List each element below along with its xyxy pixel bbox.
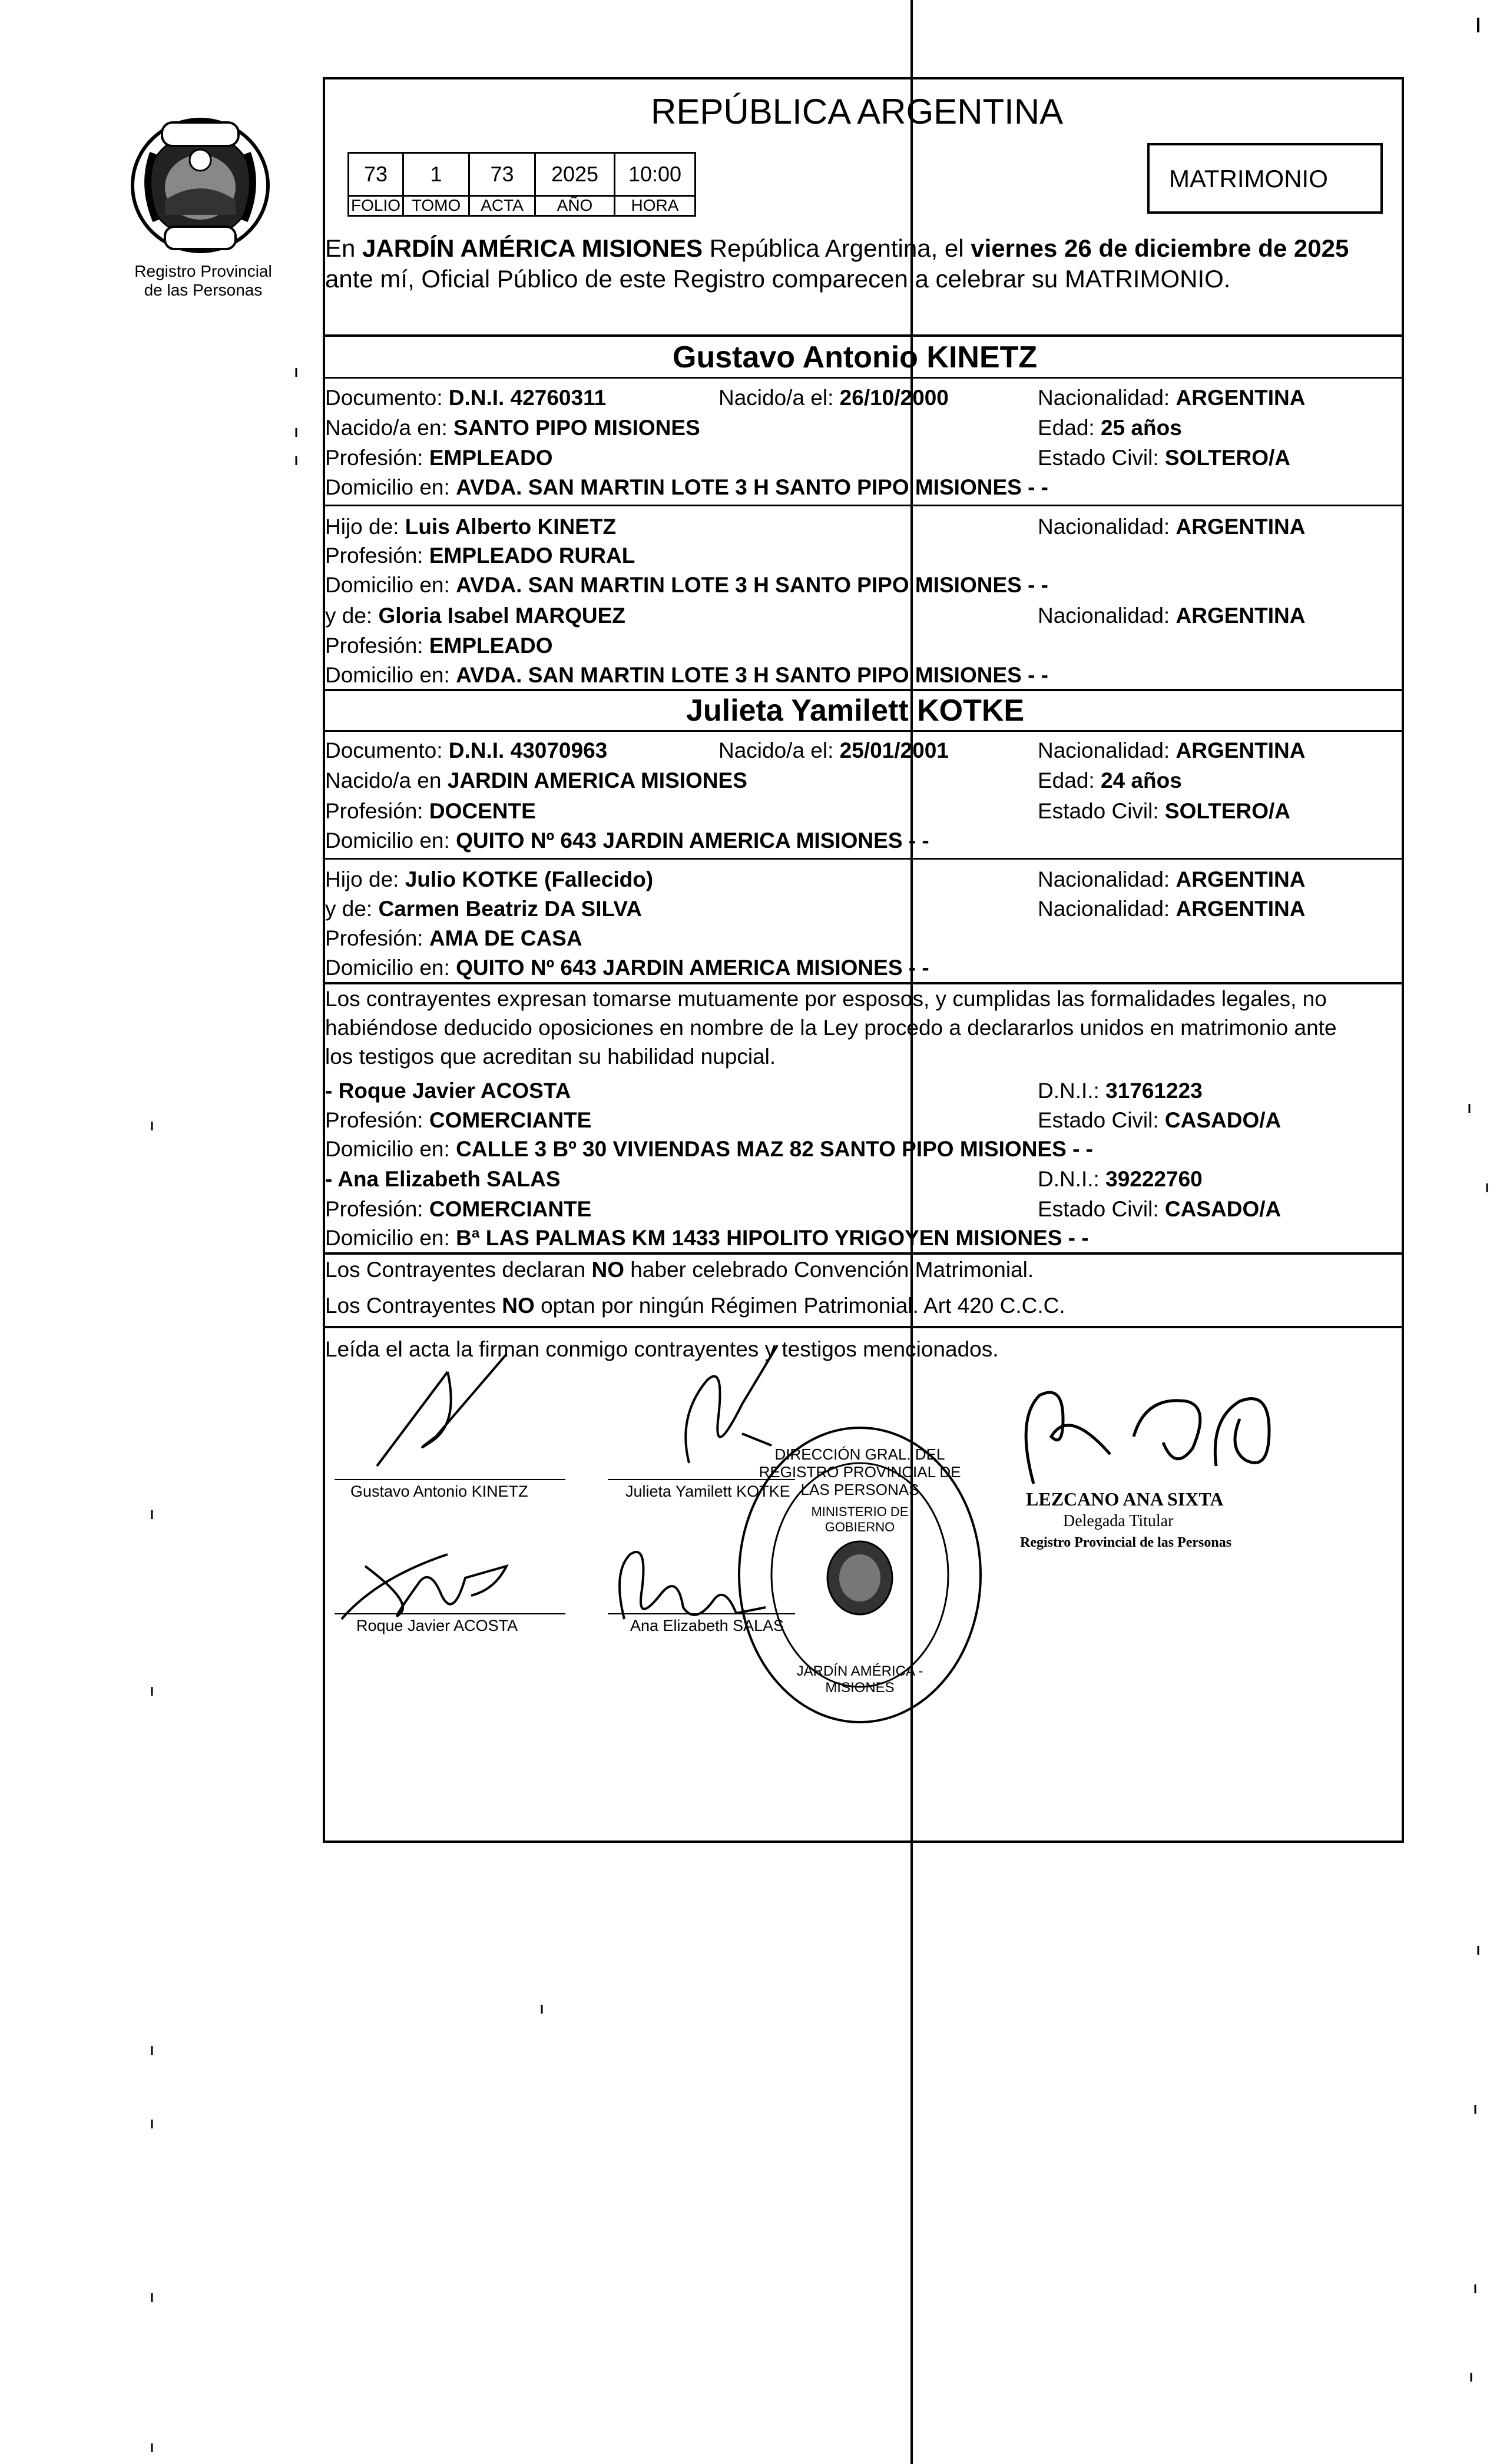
- w2-dni-label: D.N.I.:: [1038, 1167, 1100, 1191]
- w1-prof-label: Profesión:: [325, 1108, 423, 1132]
- intro-place: JARDÍN AMÉRICA MISIONES: [362, 234, 703, 262]
- official-title: Delegada Titular: [1063, 1512, 1174, 1530]
- folio-label: FOLIO: [347, 195, 404, 217]
- c1-father-prof-row: [325, 543, 635, 569]
- c2-father-nat: ARGENTINA: [1176, 867, 1306, 891]
- conv-l1-post: haber celebrado Convención Matrimonial.: [624, 1258, 1034, 1282]
- c2-birth-row: [718, 738, 949, 764]
- seal-bottom-text: JARDÍN AMÉRICA - MISIONES: [796, 1663, 923, 1696]
- w1-dni: 31761223: [1105, 1079, 1203, 1103]
- contrayente2-name: Julieta Yamilett KOTKE: [686, 694, 1025, 728]
- c2-civil-label: Estado Civil:: [1038, 799, 1159, 823]
- c1-father-prof: EMPLEADO RURAL: [429, 543, 635, 568]
- intro-line-1: [325, 234, 1349, 263]
- c1-addr-label: Domicilio en:: [325, 475, 450, 499]
- folio-value: 73: [347, 152, 404, 197]
- w2-addr-label: Domicilio en:: [325, 1226, 450, 1250]
- w1-addr-row: [325, 1136, 1093, 1162]
- c2-father-nat-label: Nacionalidad:: [1038, 867, 1170, 891]
- c1-place-row: [325, 415, 700, 441]
- c1-mother: Gloria Isabel MARQUEZ: [378, 603, 625, 628]
- c1-birth: 26/10/2000: [839, 386, 949, 410]
- c2-mother-nat-label: Nacionalidad:: [1038, 897, 1170, 921]
- province-seal-icon: [121, 112, 280, 259]
- c1-nat-row: [1038, 385, 1305, 411]
- c1-civil-row: [1038, 445, 1290, 471]
- c2-mother-addr-row: [325, 955, 929, 981]
- c2-addr: QUITO Nº 643 JARDIN AMERICA MISIONES - -: [456, 828, 929, 853]
- w2-addr-row: [325, 1225, 1089, 1251]
- intro-mid: República Argentina, el: [702, 234, 971, 262]
- w1-civil-row: [1038, 1107, 1281, 1133]
- c2-age: 24 años: [1100, 768, 1182, 792]
- c1-mother-nat-row: [1038, 603, 1305, 629]
- c2-addr-row: [325, 828, 929, 854]
- sig-name-c2: Julieta Yamilett KOTKE: [625, 1483, 790, 1500]
- c1-civil: SOLTERO/A: [1164, 446, 1291, 470]
- divider-9: [323, 1326, 1404, 1328]
- closing-text: Leída el acta la firman conmigo contrayentes y testigos mencionados.: [325, 1337, 999, 1361]
- c2-father-row: [325, 867, 653, 893]
- c1-age-row: [1038, 415, 1182, 441]
- w2-civil: CASADO/A: [1164, 1197, 1282, 1221]
- acta-value: 73: [468, 152, 536, 197]
- anio-label: AÑO: [534, 195, 615, 217]
- signature-w1: [330, 1531, 542, 1625]
- conv-l1-no: NO: [591, 1258, 624, 1282]
- w1-dni-row: [1038, 1078, 1203, 1104]
- divider-3: [323, 505, 1404, 506]
- hora-value: 10:00: [614, 152, 696, 197]
- c1-mother-addr: AVDA. SAN MARTIN LOTE 3 H SANTO PIPO MISIONES - -: [456, 663, 1048, 687]
- c2-father-label: Hijo de:: [325, 867, 399, 891]
- c1-addr-row: [325, 475, 1048, 500]
- c1-father-nat-label: Nacionalidad:: [1038, 515, 1170, 539]
- c1-doc-row: [325, 385, 606, 411]
- c1-father-nat: ARGENTINA: [1176, 515, 1306, 539]
- c2-birth: 25/01/2001: [839, 738, 949, 762]
- w2-dni: 39222760: [1105, 1167, 1203, 1191]
- c1-father-nat-row: [1038, 514, 1305, 540]
- w2-dni-row: [1038, 1166, 1203, 1192]
- seal-outer-text: DIRECCIÓN GRAL. DEL REGISTRO PROVINCIAL DE LAS PERSONAS: [759, 1445, 961, 1498]
- c2-prof-row: [325, 798, 536, 824]
- c2-place-label: Nacido/a en: [325, 768, 442, 792]
- c2-doc-row: [325, 738, 607, 764]
- round-seal: [733, 1422, 986, 1728]
- divider-4: [323, 689, 1404, 691]
- c2-doc-label: Documento:: [325, 738, 443, 762]
- c2-age-row: [1038, 768, 1182, 794]
- c1-place-label: Nacido/a en:: [325, 416, 448, 440]
- divider-6: [323, 858, 1404, 860]
- official-registry: Registro Provincial de las Personas: [1020, 1535, 1232, 1550]
- w2-civil-row: [1038, 1196, 1281, 1222]
- contrayente1-name: Gustavo Antonio KINETZ: [673, 340, 1038, 374]
- w2-civil-label: Estado Civil:: [1038, 1197, 1159, 1221]
- c1-mother-label: y de:: [325, 603, 373, 628]
- c1-prof: EMPLEADO: [429, 446, 553, 470]
- c1-civil-label: Estado Civil:: [1038, 446, 1159, 470]
- c2-mother: Carmen Beatriz DA SILVA: [378, 897, 643, 921]
- divider-1: [323, 334, 1404, 337]
- c1-mother-prof-label: Profesión:: [325, 634, 423, 658]
- c1-father-prof-label: Profesión:: [325, 543, 423, 568]
- divider-2: [323, 377, 1404, 379]
- c2-mother-nat-row: [1038, 896, 1305, 922]
- declaration-line-2: habiéndose deducido oposiciones en nombre de la Ley procedo a declararlos unidos en matrimonio ante: [325, 1016, 1337, 1040]
- sig-name-c1: Gustavo Antonio KINETZ: [350, 1483, 528, 1500]
- c2-mother-row: [325, 896, 642, 922]
- c2-mother-addr: QUITO Nº 643 JARDIN AMERICA MISIONES - -: [456, 956, 929, 980]
- c1-mother-prof-row: [325, 633, 553, 659]
- conv-l2-pre: Los Contrayentes: [325, 1294, 502, 1318]
- convention-line-1: [325, 1257, 1034, 1283]
- c2-nat-row: [1038, 738, 1305, 764]
- w2-name: - Ana Elizabeth SALAS: [325, 1167, 561, 1191]
- c2-nat-label: Nacionalidad:: [1038, 738, 1170, 762]
- logo-caption-2: de las Personas: [144, 281, 263, 299]
- c2-mother-nat: ARGENTINA: [1176, 897, 1306, 921]
- divider-8: [323, 1252, 1404, 1255]
- c2-mother-prof-row: [325, 926, 582, 951]
- conv-l2-post: optan por ningún Régimen Patrimonial. Art 420 C.C.C.: [534, 1294, 1065, 1318]
- w1-prof-row: [325, 1107, 591, 1133]
- hora-label: HORA: [614, 195, 696, 217]
- w1-dni-label: D.N.I.:: [1038, 1079, 1100, 1103]
- anio-value: 2025: [534, 152, 615, 197]
- c1-birth-row: [718, 385, 949, 411]
- sig-line-c1: [335, 1479, 565, 1480]
- c1-prof-label: Profesión:: [325, 446, 423, 470]
- signature-c1: [365, 1354, 542, 1472]
- c2-prof: DOCENTE: [429, 799, 536, 823]
- w1-civil: CASADO/A: [1164, 1108, 1282, 1132]
- w1-addr: CALLE 3 Bº 30 VIVIENDAS MAZ 82 SANTO PIPO MISIONES - -: [456, 1137, 1093, 1161]
- w2-prof-label: Profesión:: [325, 1197, 423, 1221]
- c2-birth-label: Nacido/a el:: [718, 738, 834, 762]
- w2-addr: Bª LAS PALMAS KM 1433 HIPOLITO YRIGOYEN MISIONES - -: [456, 1226, 1089, 1250]
- c1-mother-prof: EMPLEADO: [429, 634, 553, 658]
- w2-prof-row: [325, 1196, 591, 1222]
- c2-doc: D.N.I. 43070963: [448, 738, 608, 762]
- c2-addr-label: Domicilio en:: [325, 828, 450, 853]
- c2-nat: ARGENTINA: [1176, 738, 1306, 762]
- signature-official: [1016, 1384, 1322, 1490]
- c1-addr: AVDA. SAN MARTIN LOTE 3 H SANTO PIPO MISIONES - -: [456, 475, 1048, 499]
- intro-date: viernes 26 de diciembre de 2025: [971, 234, 1349, 262]
- record-type-label: MATRIMONIO: [1169, 165, 1328, 193]
- c1-mother-nat-label: Nacionalidad:: [1038, 603, 1170, 628]
- official-name: LEZCANO ANA SIXTA: [1026, 1488, 1224, 1510]
- acta-label: ACTA: [468, 195, 536, 217]
- country-title: REPÚBLICA ARGENTINA: [651, 92, 1064, 131]
- sig-name-w2: Ana Elizabeth SALAS: [630, 1617, 784, 1634]
- conv-l2-no: NO: [502, 1294, 535, 1318]
- w2-prof: COMERCIANTE: [429, 1197, 592, 1221]
- c1-nat-label: Nacionalidad:: [1038, 386, 1170, 410]
- c1-birth-label: Nacido/a el:: [718, 386, 834, 410]
- convention-line-2: [325, 1293, 1065, 1319]
- declaration-line-1: Los contrayentes expresan tomarse mutuamente por esposos, y cumplidas las formalidades legales, no: [325, 987, 1327, 1011]
- w1-prof: COMERCIANTE: [429, 1108, 592, 1132]
- intro-pre: En: [325, 234, 363, 262]
- c2-father-nat-row: [1038, 867, 1305, 893]
- divider-7: [323, 982, 1404, 984]
- intro-line-2: ante mí, Oficial Público de este Registro comparecen a celebrar su MATRIMONIO.: [325, 265, 1231, 293]
- sig-name-w1: Roque Javier ACOSTA: [356, 1617, 518, 1634]
- c1-nat: ARGENTINA: [1176, 386, 1306, 410]
- c2-mother-prof-label: Profesión:: [325, 926, 423, 950]
- c1-prof-row: [325, 445, 553, 471]
- c1-father-addr: AVDA. SAN MARTIN LOTE 3 H SANTO PIPO MISIONES - -: [456, 573, 1048, 597]
- w1-name: - Roque Javier ACOSTA: [325, 1079, 571, 1103]
- w1-addr-label: Domicilio en:: [325, 1137, 450, 1161]
- logo-caption-1: Registro Provincial: [134, 262, 272, 280]
- c1-mother-addr-label: Domicilio en:: [325, 663, 450, 687]
- c2-place-row: [325, 768, 747, 794]
- c1-mother-nat: ARGENTINA: [1176, 603, 1306, 628]
- c1-doc: D.N.I. 42760311: [448, 386, 607, 410]
- province-logo: [121, 112, 280, 259]
- c1-place: SANTO PIPO MISIONES: [453, 416, 700, 440]
- c1-mother-row: [325, 603, 625, 629]
- c2-civil: SOLTERO/A: [1164, 799, 1291, 823]
- c1-father-row: [325, 514, 616, 540]
- c1-age-label: Edad:: [1038, 416, 1095, 440]
- c1-father-addr-label: Domicilio en:: [325, 573, 450, 597]
- c2-age-label: Edad:: [1038, 768, 1095, 792]
- c1-father: Luis Alberto KINETZ: [405, 515, 617, 539]
- c1-mother-addr-row: [325, 662, 1048, 688]
- c2-mother-addr-label: Domicilio en:: [325, 956, 450, 980]
- divider-5: [323, 730, 1404, 732]
- c2-mother-label: y de:: [325, 897, 373, 921]
- w1-civil-label: Estado Civil:: [1038, 1108, 1159, 1132]
- tomo-value: 1: [402, 152, 470, 197]
- c2-father: Julio KOTKE (Fallecido): [405, 867, 654, 891]
- c2-place: JARDIN AMERICA MISIONES: [447, 768, 747, 792]
- c1-doc-label: Documento:: [325, 386, 443, 410]
- conv-l1-pre: Los Contrayentes declaran: [325, 1258, 592, 1282]
- c1-father-addr-row: [325, 572, 1048, 598]
- declaration-line-3: los testigos que acreditan su habilidad nupcial.: [325, 1044, 776, 1069]
- tomo-label: TOMO: [402, 195, 470, 217]
- c1-father-label: Hijo de:: [325, 515, 399, 539]
- c2-prof-label: Profesión:: [325, 799, 423, 823]
- c1-age: 25 años: [1100, 416, 1182, 440]
- c2-civil-row: [1038, 798, 1290, 824]
- seal-inner-text: MINISTERIO DE GOBIERNO: [811, 1504, 909, 1534]
- c2-mother-prof: AMA DE CASA: [429, 926, 582, 950]
